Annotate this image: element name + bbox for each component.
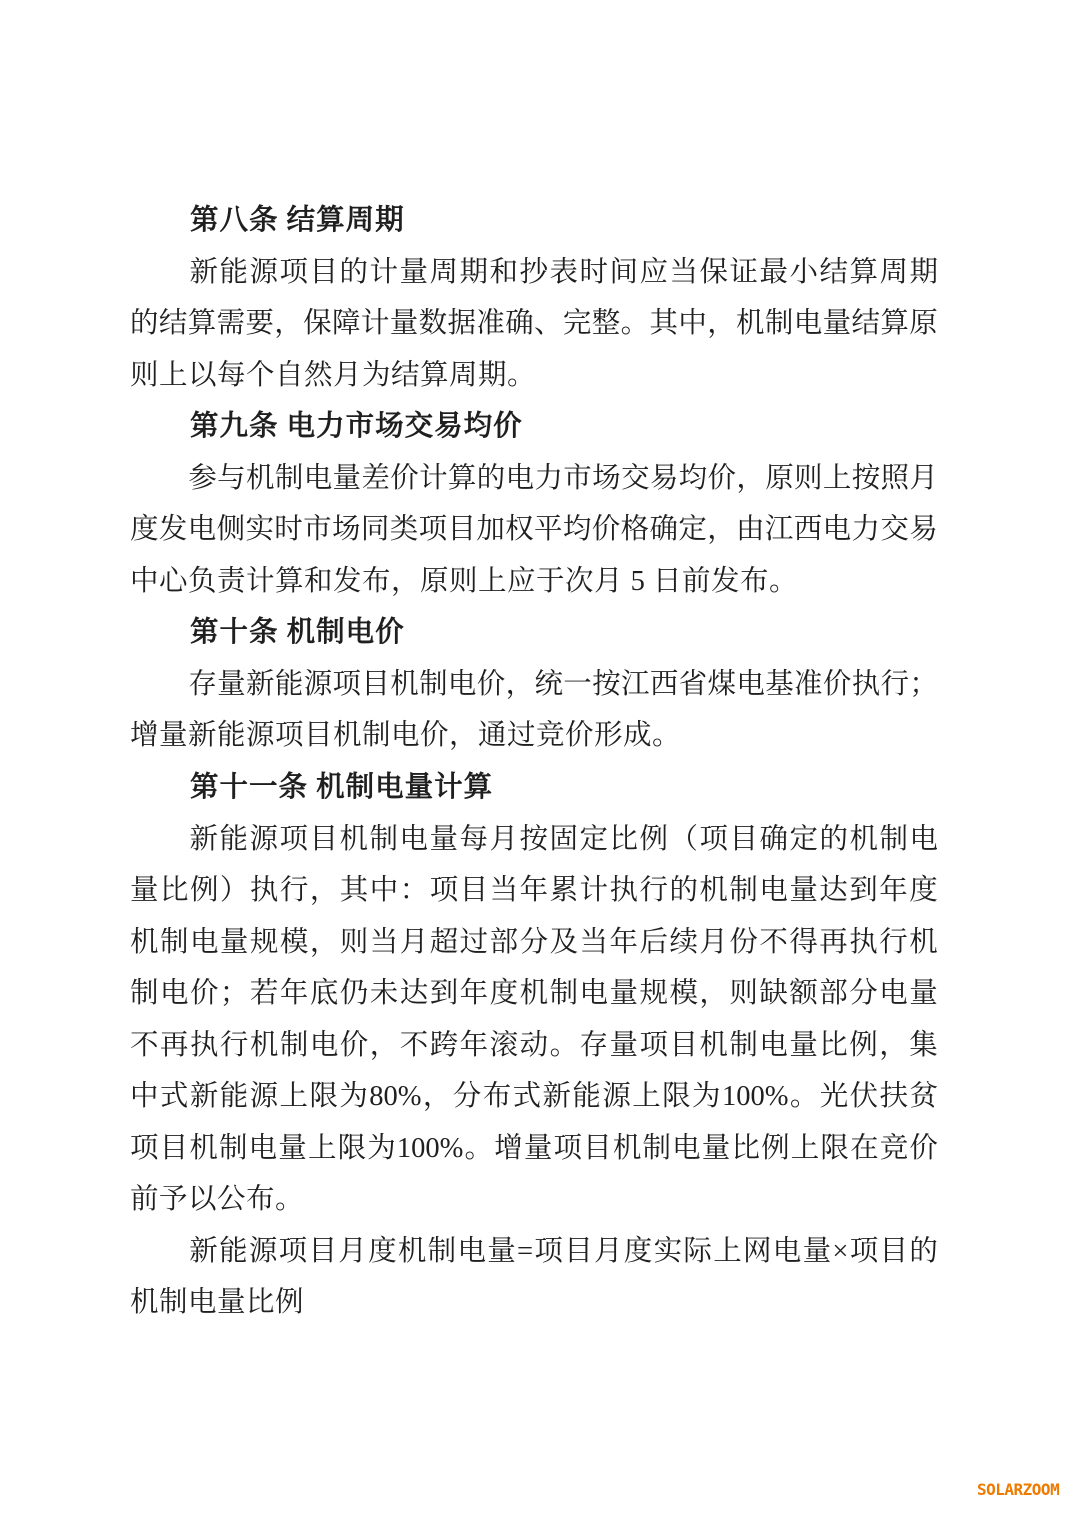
text-line: 的 结 算 需 要 ， 保 障 计 量 数 据 准 确 、 完 整 。 其 中 ， 机 制 电 量 结 算 原 — [130, 308, 938, 340]
text-line: 增量新能源项目机制电价，通过竞价形成。 — [130, 720, 682, 752]
solarzoom-watermark: SOLARZOOM — [977, 1480, 1060, 1499]
article-heading: 第八条 结算周期 — [190, 205, 405, 236]
text-line: 中心负责计算和发布，原则上应于次月 5 日前发布。 — [130, 565, 799, 597]
text-line: 参 与 机 制 电 量 差 价 计 算 的 电 力 市 场 交 易 均 价 ， 原 则 上 按 照 月 — [188, 462, 938, 494]
text-line: 前予以公布。 — [130, 1184, 305, 1216]
text-line: 存 量 新 能 源 项 目 机 制 电 价 ， 统 一 按 江 西 省 煤 电 基 准 价 执 行 ； — [188, 668, 938, 700]
article-heading: 第十条 机制电价 — [190, 617, 405, 649]
text-line: 机 制 电 量 规 模 ， 则 当 月 超 过 部 分 及 当 年 后 续 月 份 不 得 再 执 行 机 — [130, 926, 938, 958]
text-line: 中 式 新 能 源 上 限 为 80% ， 分 布 式 新 能 源 上 限 为 100% 。 光 伏 扶 贫 — [130, 1081, 938, 1113]
text-line: 项 目 机 制 电 量 上 限 为 100% 。 增 量 项 目 机 制 电 量 比 例 上 限 在 竞 价 — [130, 1132, 938, 1164]
article-heading: 第九条 电力市场交易均价 — [190, 411, 523, 443]
text-line: 制 电 价 ； 若 年 底 仍 未 达 到 年 度 机 制 电 量 规 模 ， 则 缺 额 部 分 电 量 — [130, 978, 938, 1010]
text-line: 度 发 电 侧 实 时 市 场 同 类 项 目 加 权 平 均 价 格 确 定 ， 由 江 西 电 力 交 易 — [130, 514, 938, 546]
text-line: 量 比 例 ） 执 行 ， 其 中 ： 项 目 当 年 累 计 执 行 的 机 制 电 量 达 到 年 度 — [130, 875, 938, 907]
article-heading: 第十一条 机制电量计算 — [190, 772, 494, 804]
text-line: 新 能 源 项 目 机 制 电 量 每 月 按 固 定 比 例 （ 项 目 确 定 的 机 制 电 — [189, 823, 938, 855]
text-line: 机制电量比例 — [130, 1287, 305, 1319]
document-body — [130, 195, 938, 1329]
text-line: 新 能 源 项 目 月 度 机 制 电 量 = 项 目 月 度 实 际 上 网 电 量 × 项 目 的 — [189, 1235, 938, 1267]
text-line: 不 再 执 行 机 制 电 价 ， 不 跨 年 滚 动 。 存 量 项 目 机 制 电 量 比 例 ， 集 — [130, 1029, 938, 1061]
text-line: 则上以每个自然月为结算周期。 — [130, 359, 537, 391]
text-line: 新 能 源 项 目 的 计 量 周 期 和 抄 表 时 间 应 当 保 证 最 小 结 算 周 期 — [189, 256, 938, 288]
